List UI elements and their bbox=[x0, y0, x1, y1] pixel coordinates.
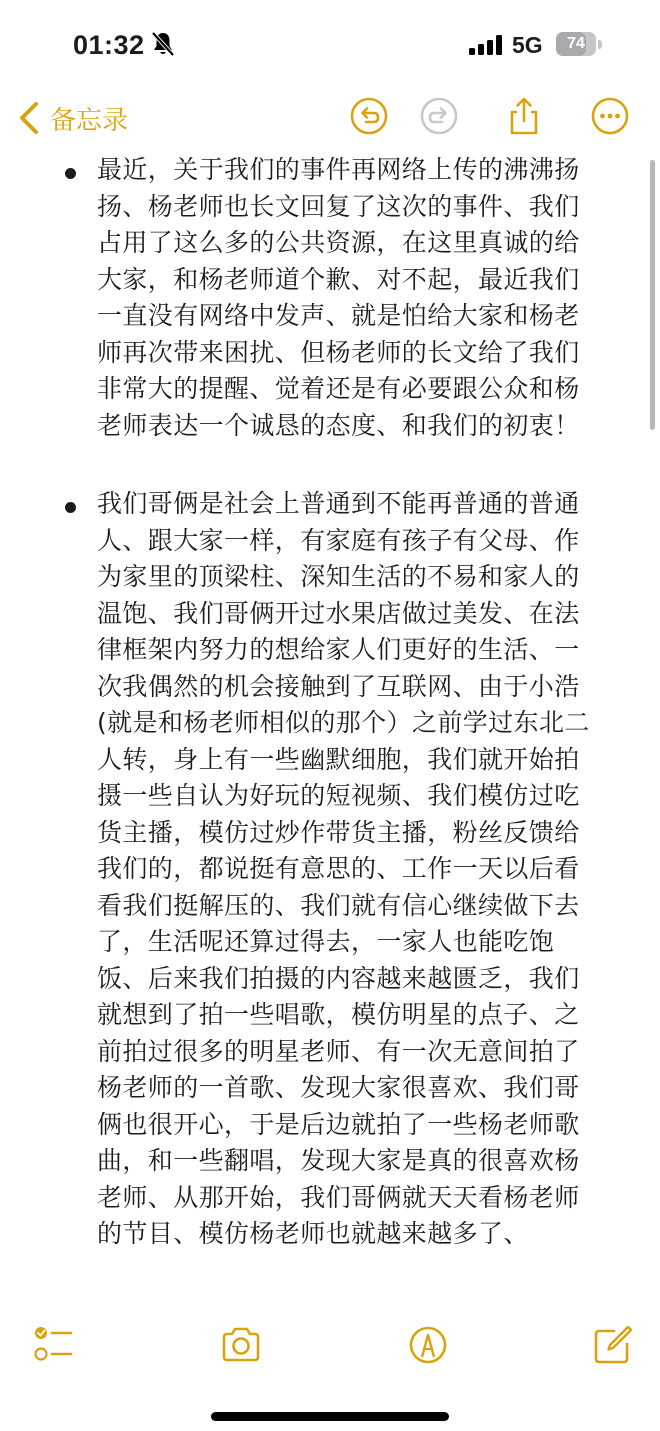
compose-icon[interactable] bbox=[592, 1324, 634, 1366]
status-time: 01:32 bbox=[73, 30, 145, 60]
network-type: 5G bbox=[512, 32, 543, 58]
note-text-line: 前拍过很多的明星老师、有一次无意间拍了 bbox=[97, 1036, 580, 1066]
note-text-line: 次我偶然的机会接触到了互联网、由于小浩 bbox=[97, 671, 580, 701]
bell-slash-icon bbox=[151, 31, 175, 57]
note-text-line: 我们的，都说挺有意思的、工作一天以后看 bbox=[97, 854, 580, 883]
redo-icon[interactable] bbox=[419, 96, 459, 136]
note-text-line: 摄一些自认为好玩的短视频、我们模仿过吃 bbox=[97, 781, 580, 810]
more-icon[interactable] bbox=[590, 96, 630, 136]
note-text-line: 饭、后来我们拍摄的内容越来越匮乏，我们 bbox=[97, 963, 580, 993]
note-text-line: 老师、从那开始，我们哥俩就天天看杨老师 bbox=[97, 1182, 580, 1212]
note-text-line: 为家里的顶梁柱、深知生活的不易和家人的 bbox=[97, 562, 580, 591]
note-text-line: 大家，和杨老师道个歉、对不起，最近我们 bbox=[97, 264, 580, 294]
note-text-line: 非常大的提醒、觉着还是有必要跟公众和杨 bbox=[97, 374, 580, 403]
camera-icon[interactable] bbox=[220, 1324, 262, 1366]
bullet-dot bbox=[65, 168, 76, 179]
share-icon[interactable] bbox=[504, 96, 544, 136]
back-button[interactable] bbox=[18, 96, 128, 140]
note-text-line: 一直没有网络中发声、就是怕给大家和杨老 bbox=[97, 301, 580, 330]
note-text-line: 杨老师的一首歌、发现大家很喜欢、我们哥 bbox=[97, 1073, 580, 1102]
note-text-line: 了，生活呢还算过得去，一家人也能吃饱 bbox=[97, 927, 555, 956]
battery-icon bbox=[556, 32, 602, 56]
markup-icon[interactable] bbox=[407, 1324, 449, 1366]
note-text-line: 人、跟大家一样，有家庭有孩子有父母、作 bbox=[97, 525, 580, 555]
note-text-line: 看我们挺解压的、我们就有信心继续做下去 bbox=[97, 890, 580, 920]
undo-icon[interactable] bbox=[349, 96, 389, 136]
note-text-line: 就想到了拍一些唱歌，模仿明星的点子、之 bbox=[97, 1000, 580, 1029]
note-text-line: 扬、杨老师也长文回复了这次的事件、我们 bbox=[97, 191, 580, 221]
nav-bar bbox=[0, 90, 660, 146]
bullet-dot bbox=[65, 502, 76, 513]
note-text-line: 的节目、模仿杨老师也就越来越多了、 bbox=[97, 1219, 529, 1248]
note-text-line: (就是和杨老师相似的那个）之前学过东北二 bbox=[97, 708, 590, 737]
note-text-line: 温饱、我们哥俩开过水果店做过美发、在法 bbox=[97, 598, 580, 628]
checklist-icon[interactable] bbox=[33, 1324, 75, 1366]
battery-level: 74 bbox=[567, 35, 585, 52]
back-label: 备忘录 bbox=[50, 105, 129, 136]
signal-bars-icon bbox=[469, 35, 503, 55]
note-text-line: 我们哥俩是社会上普通到不能再普通的普通 bbox=[97, 489, 580, 518]
note-text-line: 最近，关于我们的事件再网络上传的沸沸扬 bbox=[97, 155, 580, 184]
status-bar bbox=[0, 0, 660, 90]
chevron-left-icon bbox=[18, 101, 40, 135]
note-text-line: 师再次带来困扰、但杨老师的长文给了我们 bbox=[97, 337, 580, 367]
note-text-line: 货主播，模仿过炒作带货主播，粉丝反馈给 bbox=[97, 817, 580, 847]
note-text-line: 人转，身上有一些幽默细胞，我们就开始拍 bbox=[97, 744, 580, 774]
home-indicator[interactable] bbox=[211, 1412, 449, 1421]
note-text-line: 占用了这么多的公共资源，在这里真诚的给 bbox=[97, 228, 580, 257]
note-text-line: 曲，和一些翻唱，发现大家是真的很喜欢杨 bbox=[97, 1146, 580, 1175]
note-text-line: 俩也很开心，于是后边就拍了一些杨老师歌 bbox=[97, 1109, 580, 1139]
note-text-line: 律框架内努力的想给家人们更好的生活、一 bbox=[97, 635, 580, 664]
note-text-line: 老师表达一个诚恳的态度、和我们的初衷！ bbox=[97, 410, 580, 440]
scroll-indicator[interactable] bbox=[650, 160, 655, 430]
